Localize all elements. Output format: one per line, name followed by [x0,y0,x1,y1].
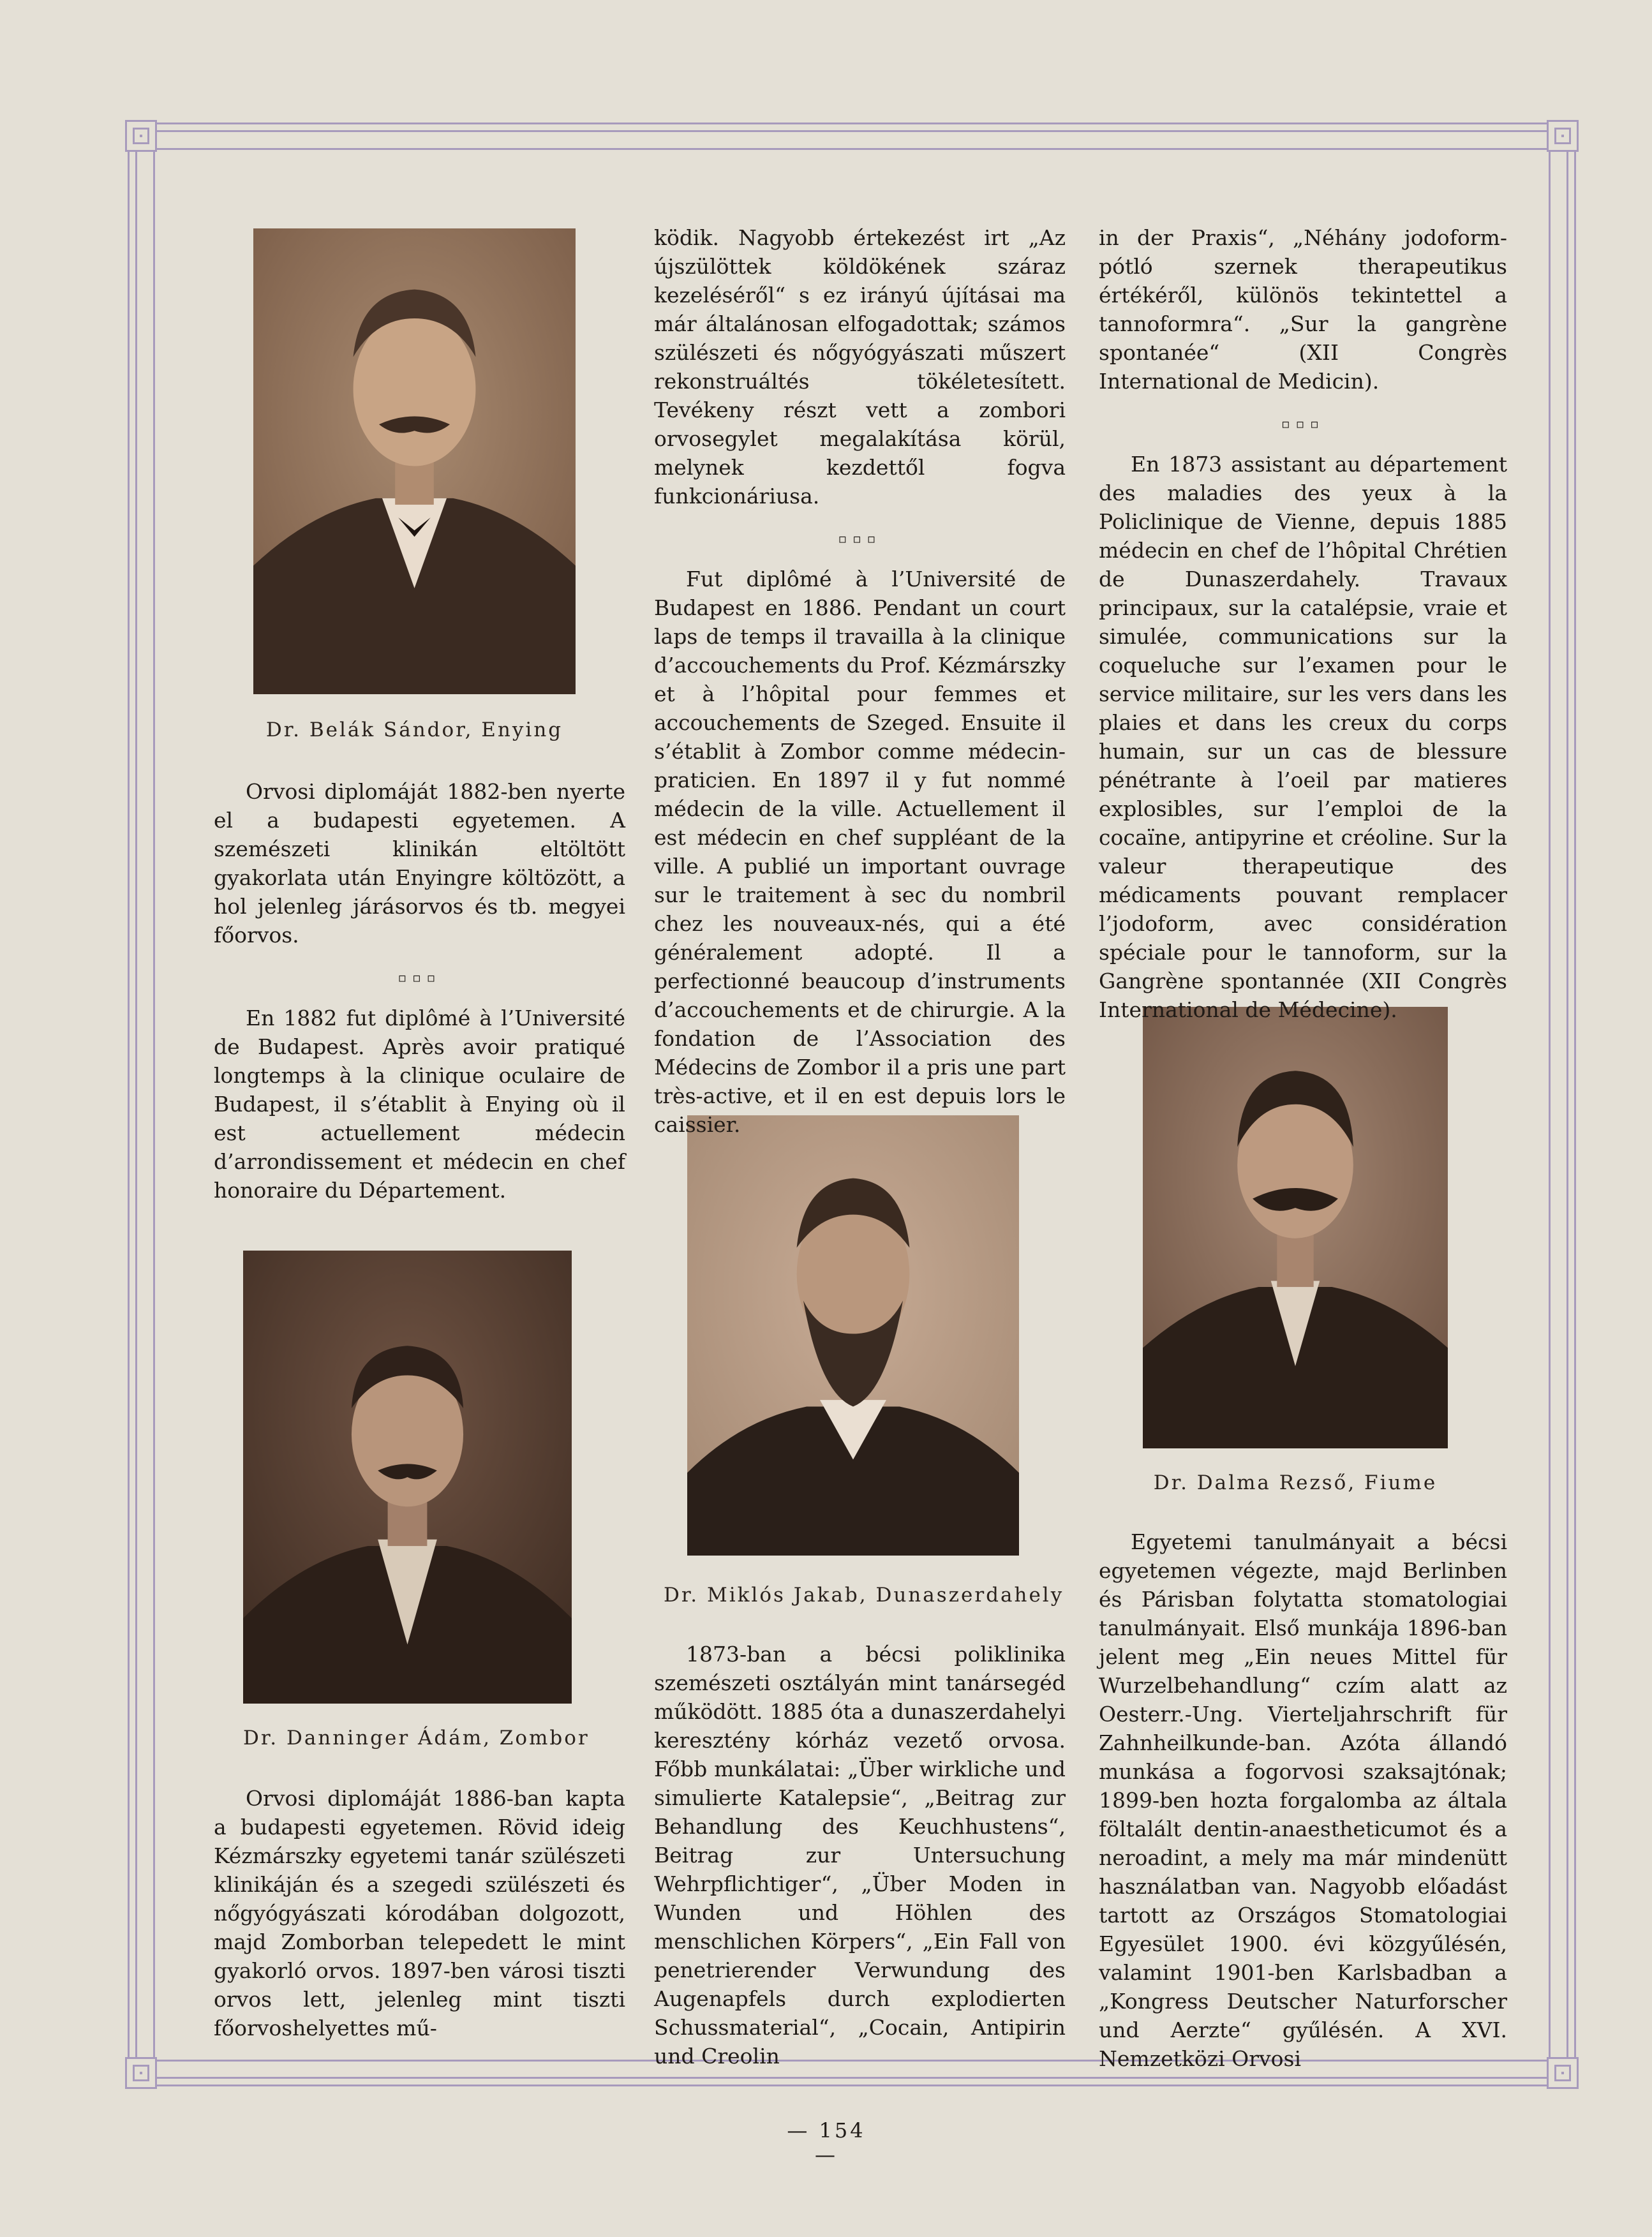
corner-ornament-bottom-right [1547,2057,1579,2089]
text-belak-fr: En 1882 fut diplômé à l’Université de Budapest. Après avoir pratiqué longtemps à la clinique oculaire de Budapest, il s’établit à Enying où il est actuellement médecin d’arrondissement et médecin en chef honoraire du Département. [214,1006,625,1203]
text-danninger-hu: Orvosi diplomáját 1886-ban kapta a budapesti egyetemen. Rövid ideig Kézmárszky egyetemi tanár szülészeti klinikáján és a szegedi szülészeti és nőgyógyászati kórodában dolgozott, majd Zomborban telepedett le mint gyakorló orvos. 1897-ben városi tiszti orvos lett, jelenleg mint tiszti főorvoshelyettes mű- [214,1786,625,2040]
corner-ornament-top-right [1547,120,1579,152]
text-belak-hu: Orvosi diplomáját 1882-ben nyerte el a budapesti egyetemen. A szemészeti klinikán eltöltött gyakorlata után Enyingre költözött, a hol jelenleg járásorvos és tb. megyei főorvos. [214,779,625,948]
text-miklos-fr: En 1873 assistant au département des maladies des yeux à la Policlinique de Vienne, depuis 1885 médecin en chef de l’hôpital Chrétien de Dunaszerdahely. Travaux principaux, sur la catalépsie, vraie et simulée, communications sur la coqueluche sur l’examen pour le service militaire, sur les vers dans les plaies et dans les creux du corps humain, sur un cas de blessure pénétrante à l’oeil par matieres explosibles, sur l’emploi de la cocaïne, antipyrine et créoline. Sur la valeur therapeutique des médicaments pouvant remplacer l’jodoform, avec considération spéciale pour le tannoform, sur la Gangrène spontannée (XII Congrès International de Médecine). [1099,452,1507,1022]
section-separator: ▫▫▫ [398,970,442,985]
column-1-lower [214,1784,625,2042]
caption-danninger: Dr. Danninger Ádám, Zombor [243,1727,590,1750]
text-danninger-hu-cont: ködik. Nagyobb értekezést irt „Az újszülöttek köldökének száraz kezeléséről“ s ez irányú újításai ma már általánosan elfogadottak; számos szülészeti és nőgyógyászati műszert rekonstruáltés tökéletesített. Tevékeny részt vett a zombori orvosegylet megalakítása körül, melynek kezdettől fogva funkcionáriusa. [654,225,1066,509]
corner-ornament-top-left [125,120,157,152]
page-number: — 154 — [787,2118,866,2167]
text-miklos-hu-cont: in der Praxis“, „Néhány jodoform-pótló szernek therapeutikus értékéről, különös tekintettel a tannoformra“. „Sur la gangrène spontanée“ (XII Congrès International de Medicin). [1099,225,1507,394]
caption-miklos: Dr. Miklós Jakab, Dunaszerdahely [664,1584,1064,1607]
portrait-danninger [243,1251,572,1704]
frame-rule-top [135,148,1568,150]
column-2-lower [654,1640,1066,2070]
text-miklos-hu: 1873-ban a bécsi poliklinika szemészeti osztályán mint tanársegéd működött. 1885 óta a dunaszerdahelyi keresztény kórház vezető orvosa. Főbb munkálatai: „Über wirkliche und simulierte Katalepsie“, „Beitrag zur Behandlung des Keuchhustens“, Beitrag zur Untersuchung Wehrpflichtiger“, „Über Moden in Wunden und Höhlen des menschlichen Körpers“, „Ein Fall von penetrierender Verwundung des Augenapfels durch explodierten Schussmaterial“, „Cocain, Antipirin und Creolin [654,1642,1066,2069]
section-separator: ▫▫▫ [838,531,882,546]
frame-rule-right [1549,130,1551,2079]
caption-dalma: Dr. Dalma Rezső, Fiume [1153,1471,1438,1494]
column-2-upper [654,223,1066,1139]
caption-belak: Dr. Belák Sándor, Enying [265,718,563,741]
frame-rule-left [153,130,155,2079]
column-3-upper [1099,223,1507,1024]
portrait-dalma [1143,1007,1448,1448]
corner-ornament-bottom-left [125,2057,157,2089]
column-3-lower [1099,1527,1507,2073]
column-1-upper [214,777,625,1205]
text-dalma-hu: Egyetemi tanulmányait a bécsi egyetemen végezte, majd Berlinben és Párisban folytatta stomatologiai tanulmányait. Első munkája 1896-ban jelent meg „Ein neues Mittel für Wurzelbehandlung“ czím alatt az Oesterr.-Ung. Vierteljahrschrift für Zahnheilkunde-ban. Azóta állandó munkása a fogorvosi szaksajtónak; 1899-ben hozta forgalomba az általa föltalált dentin-anaestheticumot és a neroadint, a mely ma már mindenütt használatban van. Nagyobb előadást tartott az Országos Stomatologiai Egyesület 1900. évi közgyűlésén, valamint 1901-ben Karlsbadban a „Kongress Deutscher Naturforscher und Aerzte“ gyűlésén. A XVI. Nemzetközi Orvosi [1099,1529,1507,2071]
text-danninger-fr: Fut diplômé à l’Université de Budapest en 1886. Pendant un court laps de temps il travailla à la clinique d’accouchements du Prof. Kézmárszky et à l’hôpital pour femmes et accouchements de Szeged. Ensuite il s’établit à Zombor comme médecin-praticien. En 1897 il y fut nommé médecin de la ville. Actuellement il est médecin en chef suppléant de la ville. A publié un important ouvrage sur le traitement à sec du nombril chez les nouveaux-nés, qui a été généralement adopté. Il a perfectionné beaucoup d’instruments d’accouchements et de chirurgie. A la fondation de l’Association des Médecins de Zombor il a pris une part très-active, et il en est depuis lors le caissier. [654,567,1066,1137]
section-separator: ▫▫▫ [1281,416,1325,431]
portrait-miklos [687,1115,1019,1556]
portrait-belak [253,228,576,694]
